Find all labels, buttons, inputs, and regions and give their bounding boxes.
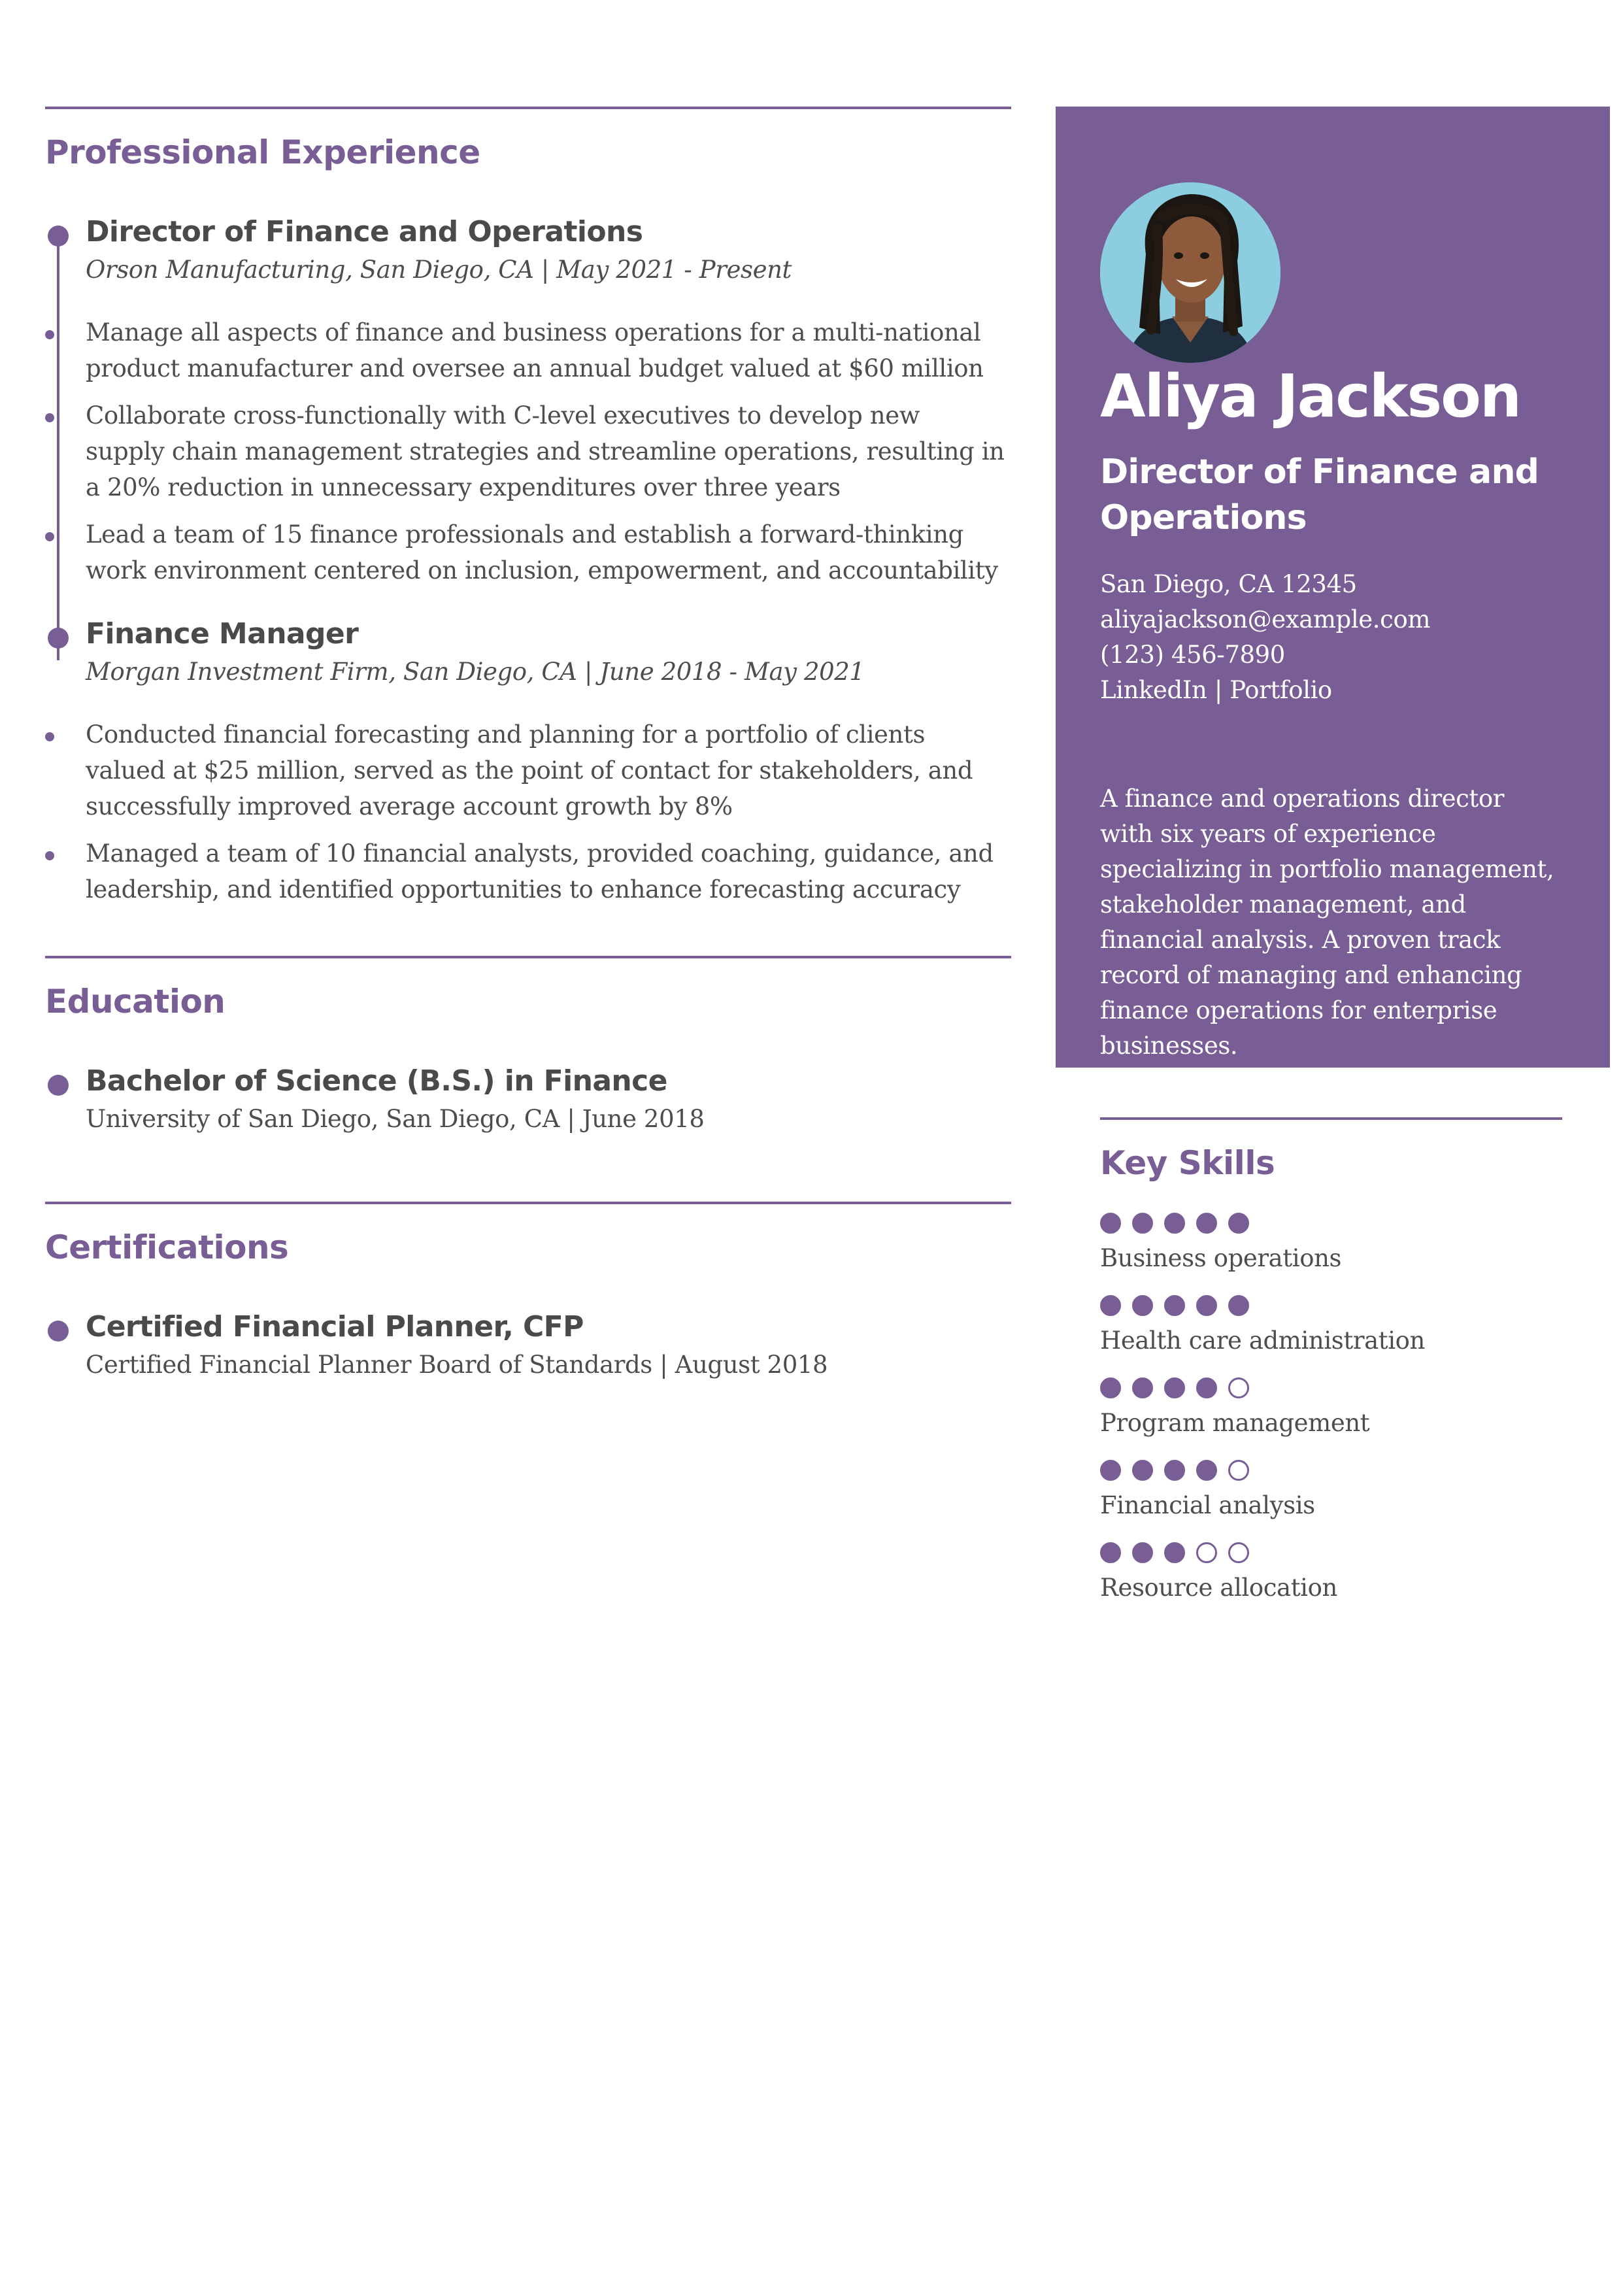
section-divider: [45, 956, 1011, 958]
rating-dot-filled-icon: [1100, 1213, 1121, 1234]
rating-dot-filled-icon: [1132, 1295, 1153, 1316]
skill-label: Business operations: [1100, 1244, 1342, 1272]
skill-item: [1100, 1377, 1562, 1442]
rating-dot-filled-icon: [1100, 1295, 1121, 1316]
section-divider: [45, 107, 1011, 109]
job-bullets: [45, 314, 1011, 588]
skill-rating: [1100, 1542, 1562, 1563]
skill-rating: [1100, 1213, 1562, 1234]
experience-timeline: [45, 212, 1011, 907]
school-details: University of San Diego, San Diego, CA | June 2018: [86, 1105, 705, 1133]
main-column: [45, 107, 1011, 1383]
rating-dot-filled-icon: [1100, 1377, 1121, 1398]
skill-item: [1100, 1213, 1562, 1277]
skills-heading: Key Skills: [1100, 1144, 1275, 1182]
contact-email[interactable]: aliyajackson@example.com: [1100, 605, 1431, 633]
job-bullet: Manage all aspects of finance and business operations for a multi-national product manufacturer and oversee an annual budget valued at $60 million: [86, 314, 1011, 386]
certifications-section: [45, 1202, 1011, 1383]
job-bullet: Conducted financial forecasting and planning for a portfolio of clients valued at $25 million, served as the point of contact for stakeholders, and successfully improved average account growth by 8%: [86, 717, 1011, 824]
avatar: [1100, 182, 1280, 363]
rating-dot-filled-icon: [1164, 1542, 1185, 1563]
skill-rating: [1100, 1377, 1562, 1398]
rating-dot-filled-icon: [1228, 1295, 1249, 1316]
education-entries: [45, 1062, 1011, 1138]
experience-section: [45, 107, 1011, 907]
education-entry: [45, 1062, 1011, 1138]
timeline-line: [57, 232, 59, 660]
skill-label: Health care administration: [1100, 1326, 1425, 1355]
experience-heading: Professional Experience: [45, 133, 480, 171]
certification-title: Certified Financial Planner, CFP: [86, 1310, 584, 1343]
education-section: [45, 956, 1011, 1138]
education-heading: Education: [45, 983, 226, 1021]
job-bullet: Lead a team of 15 finance professionals and establish a forward-thinking work environment centered on inclusion, empowerment, and accountability: [86, 516, 1011, 588]
rating-dot-filled-icon: [1164, 1213, 1185, 1234]
skill-item: [1100, 1542, 1562, 1606]
rating-dot-filled-icon: [1132, 1377, 1153, 1398]
certification-entry: [45, 1308, 1011, 1383]
job-bullet: Collaborate cross-functionally with C-level executives to develop new supply chain management strategies and streamline operations, resulting in a 20% reduction in unnecessary expenditures over three years: [86, 397, 1011, 505]
job-bullets: [45, 717, 1011, 907]
timeline-dot-icon: [48, 1321, 69, 1342]
certifications-heading: Certifications: [45, 1228, 289, 1266]
contact-info: [1100, 567, 1584, 708]
rating-dot-filled-icon: [1196, 1460, 1217, 1481]
contact-location: San Diego, CA 12345: [1100, 570, 1357, 598]
rating-dot-filled-icon: [1228, 1213, 1249, 1234]
rating-dot-filled-icon: [1196, 1295, 1217, 1316]
rating-dot-filled-icon: [1132, 1213, 1153, 1234]
degree-title: Bachelor of Science (B.S.) in Finance: [86, 1064, 667, 1098]
candidate-name: Aliya Jackson: [1100, 362, 1520, 431]
job-entry: [45, 615, 1011, 690]
rating-dot-empty-icon: [1196, 1542, 1217, 1563]
skills-section: [1100, 1117, 1562, 1606]
skills-list: [1100, 1213, 1562, 1606]
section-divider: [45, 1202, 1011, 1204]
rating-dot-filled-icon: [1100, 1460, 1121, 1481]
rating-dot-empty-icon: [1228, 1377, 1249, 1398]
job-company-dates: Orson Manufacturing, San Diego, CA | May 2021 - Present: [86, 256, 792, 284]
rating-dot-filled-icon: [1164, 1460, 1185, 1481]
section-divider: [1100, 1117, 1562, 1120]
job-bullet: Managed a team of 10 financial analysts, provided coaching, guidance, and leadership, and identified opportunities to enhance forecasting accuracy: [86, 836, 1011, 907]
rating-dot-filled-icon: [1132, 1460, 1153, 1481]
profile-summary: A finance and operations director with six years of experience specializing in portfolio management, stakeholder management, and financial analysis. A proven track record of managing and enhancing finance operations for enterprise businesses.: [1100, 785, 1554, 1060]
timeline-dot-icon: [48, 226, 69, 246]
rating-dot-filled-icon: [1196, 1377, 1217, 1398]
skill-item: [1100, 1460, 1562, 1524]
skill-rating: [1100, 1460, 1562, 1481]
rating-dot-empty-icon: [1228, 1460, 1249, 1481]
candidate-headline: Director of Finance and Operations: [1100, 452, 1539, 537]
job-title: Finance Manager: [86, 617, 359, 650]
skill-label: Program management: [1100, 1409, 1370, 1437]
contact-links[interactable]: LinkedIn | Portfolio: [1100, 676, 1332, 704]
job-entry: [45, 212, 1011, 288]
skill-label: Resource allocation: [1100, 1574, 1337, 1602]
rating-dot-filled-icon: [1100, 1542, 1121, 1563]
portrait-photo-icon: [1100, 182, 1280, 363]
profile-panel: [1056, 107, 1610, 1068]
rating-dot-filled-icon: [1132, 1542, 1153, 1563]
rating-dot-filled-icon: [1164, 1377, 1185, 1398]
certification-entries: [45, 1308, 1011, 1383]
job-company-dates: Morgan Investment Firm, San Diego, CA | June 2018 - May 2021: [86, 658, 865, 686]
rating-dot-filled-icon: [1164, 1295, 1185, 1316]
skill-label: Financial analysis: [1100, 1491, 1315, 1519]
skill-item: [1100, 1295, 1562, 1359]
rating-dot-empty-icon: [1228, 1542, 1249, 1563]
certification-details: Certified Financial Planner Board of Standards | August 2018: [86, 1351, 828, 1379]
skill-rating: [1100, 1295, 1562, 1316]
rating-dot-filled-icon: [1196, 1213, 1217, 1234]
timeline-dot-icon: [48, 628, 69, 649]
timeline-dot-icon: [48, 1075, 69, 1096]
contact-phone: (123) 456-7890: [1100, 641, 1285, 669]
job-title: Director of Finance and Operations: [86, 215, 643, 248]
